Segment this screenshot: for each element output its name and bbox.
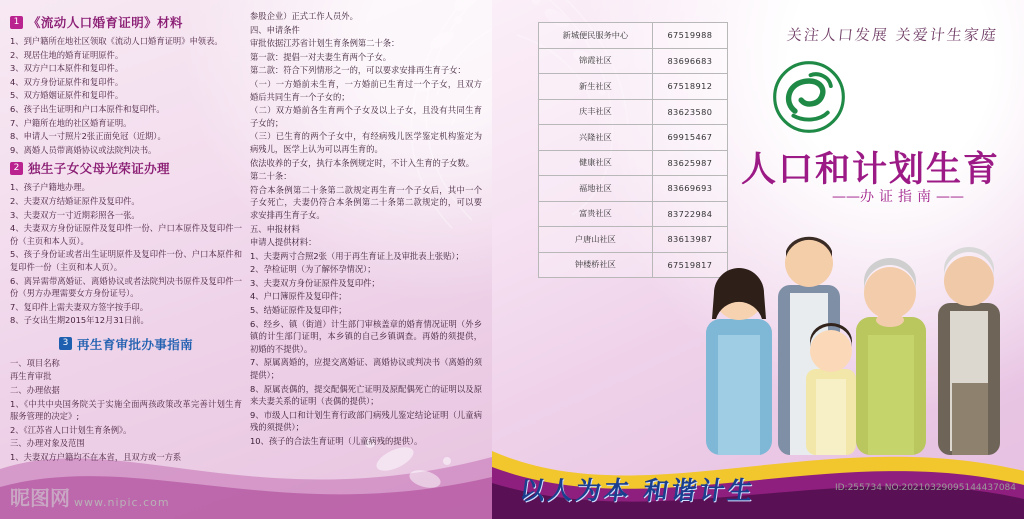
paragraph: 8、子女出生期2015年12月31日前。 bbox=[10, 315, 149, 326]
paragraph: 四、申请条件 bbox=[250, 24, 300, 35]
table-row bbox=[539, 48, 728, 74]
paragraph: 10、孩子的合法生育证明（儿童病残的提供）。 bbox=[250, 436, 423, 446]
paragraph: 1、到户籍所在地社区领取《流动人口婚育证明》申领表。 bbox=[10, 36, 223, 46]
paragraph: 申请人提供材料： bbox=[250, 237, 317, 248]
table-row bbox=[539, 99, 728, 125]
section-title-text: 独生子女父母光荣证办理 bbox=[28, 161, 170, 177]
paragraph: 二、办理依据 bbox=[10, 385, 60, 396]
paragraph: 2、《江苏省人口计划生育条例》。 bbox=[10, 424, 132, 435]
top-slogan: 关注人口发展 关爱计生家庭 bbox=[786, 26, 999, 44]
contact-name: 富贵社区 bbox=[539, 201, 653, 227]
paragraph: 第一款：提倡一对夫妻生育两个子女。 bbox=[250, 51, 392, 62]
contact-name: 健康社区 bbox=[539, 150, 653, 176]
contact-phone: 83625987 bbox=[652, 150, 727, 176]
paragraph: 9、离婚人员带离婚协议或法院判决书。 bbox=[10, 144, 157, 155]
section-title-text: 《流动人口婚育证明》材料 bbox=[28, 15, 183, 30]
paragraph: 1、夫妻双方户籍均不在本省，且双方或一方系 bbox=[10, 452, 182, 463]
contact-name: 福地社区 bbox=[539, 176, 653, 202]
paragraph: 4、户口簿原件及复印件； bbox=[250, 291, 347, 302]
paragraph: 3、夫妻双方身份证原件及复印件； bbox=[250, 277, 380, 288]
paragraph: 5、结婚证原件及复印件； bbox=[250, 305, 347, 316]
paragraph: 5、双方婚姻证原件和复印件。 bbox=[10, 90, 124, 101]
section-heading-1 bbox=[10, 13, 242, 31]
table-row bbox=[539, 150, 728, 176]
paragraph: 1、《中共中央国务院关于实施全面两孩政策改革完善计划生育服务管理的决定》; bbox=[10, 398, 242, 422]
contact-name: 户唐山社区 bbox=[539, 227, 653, 253]
contact-phone: 67519988 bbox=[652, 23, 727, 49]
section-heading-2 bbox=[10, 159, 242, 177]
paragraph: 第二款：符合下列情形之一的，可以要求安排再生育子女： bbox=[250, 65, 466, 76]
paragraph: 7、户籍所在地的社区婚育证明。 bbox=[10, 117, 132, 128]
paragraph: 4、夫妻双方身份证原件及复印件一份、户口本原件及复印件一份（主页和本人页）。 bbox=[10, 223, 242, 246]
paragraph: （一）一方婚前未生育，一方婚前已生育过一个子女，且双方婚后共同生育一个子女的； bbox=[250, 78, 482, 102]
left-column-2 bbox=[250, 10, 482, 465]
contact-phone: 83696683 bbox=[652, 48, 727, 74]
paragraph: 1、孩子户籍地办理。 bbox=[10, 182, 90, 193]
paragraph: 3、夫妻双方一寸近期彩照各一张。 bbox=[10, 209, 140, 220]
left-column-1 bbox=[10, 10, 242, 465]
family-planning-logo-icon bbox=[770, 58, 848, 136]
right-brochure-panel bbox=[492, 0, 1024, 519]
paragraph: 一、项目名称 bbox=[10, 357, 60, 368]
section-heading-3 bbox=[10, 335, 242, 353]
paragraph: 8、原属丧偶的，提交配偶死亡证明及原配偶死亡的证明以及原来夫妻关系的证明（丧偶的提供）； bbox=[250, 383, 482, 407]
paragraph: 7、复印件上需夫妻双方签字按手印。 bbox=[10, 301, 149, 312]
section-number-badge: 1 bbox=[10, 16, 23, 29]
watermark-logo: 昵图网 bbox=[10, 486, 70, 510]
paragraph: 9、市级人口和计划生育行政部门病残儿鉴定结论证明（儿童病残的须提供）； bbox=[250, 409, 482, 433]
paragraph: 三、办理对象及范围 bbox=[10, 438, 85, 449]
contact-name: 锦霞社区 bbox=[539, 48, 653, 74]
bottom-slogan: 以人为本 和谐计生 bbox=[517, 476, 758, 505]
paragraph: 4、双方身份证原件和复印件。 bbox=[10, 76, 124, 87]
contact-phone: 67518912 bbox=[652, 74, 727, 100]
contact-name: 新城便民服务中心 bbox=[539, 23, 653, 49]
watermark-text: www.nipic.com bbox=[74, 496, 170, 509]
paragraph: 审批依据江苏省计划生育条例第二十条： bbox=[250, 38, 400, 49]
contact-name: 钟楼桥社区 bbox=[539, 252, 653, 278]
paragraph: （三）已生育的两个子女中，有经病残儿医学鉴定机构鉴定为病残儿，医学上认为可以再生育的。 bbox=[250, 131, 482, 154]
contact-phone: 83623580 bbox=[652, 99, 727, 125]
watermark bbox=[10, 482, 170, 511]
paragraph: （二）双方婚前各生育两个子女及以上子女，且没有共同生育子女的； bbox=[250, 105, 482, 128]
paragraph: 依法收养的子女，执行本条例规定时，不计入生育的子女数。 bbox=[250, 157, 475, 168]
paragraph: 6、离异需带离婚证、离婚协议或者法院判决书原件及复印件一份（男方办理需要女方身份证号）。 bbox=[10, 275, 242, 299]
paragraph: 1、夫妻两寸合照2张（用于再生育证上及审批表上张贴）； bbox=[250, 250, 464, 261]
contact-phone: 83669693 bbox=[652, 176, 727, 202]
page-title: 人口和计划生育 bbox=[740, 149, 1000, 190]
left-brochure-panel bbox=[0, 0, 492, 519]
paragraph: 7、原属离婚的，应提交离婚证、离婚协议或判决书（离婚的须提供）； bbox=[250, 357, 482, 381]
paragraph: 符合本条例第二十条第二款规定再生育一个子女后，其中一个子女死亡，夫妻仍符合本条例第二十条第二款规定的，可以要求安排再生育子女。 bbox=[250, 184, 482, 220]
paragraph: 五、申报材料 bbox=[250, 223, 300, 234]
contact-phone: 69915467 bbox=[652, 125, 727, 151]
contact-name: 兴隆社区 bbox=[539, 125, 653, 151]
paragraph: 6、经乡、镇（街道）计生部门审核盖章的婚育情况证明（外乡镇的计生部门证明，本乡镇的自己乡镇调查。再婚的须提供，初婚的不提供）。 bbox=[250, 318, 482, 354]
paragraph: 6、孩子出生证明和户口本原件和复印件。 bbox=[10, 103, 165, 114]
section-number-badge: 3 bbox=[59, 337, 72, 350]
image-id-code: ID:255734 NO:20210329095144437084 bbox=[834, 483, 1016, 493]
table-row bbox=[539, 125, 728, 151]
section-title-text: 再生育审批办事指南 bbox=[76, 336, 194, 352]
section-number-badge: 2 bbox=[10, 162, 23, 175]
table-row bbox=[539, 74, 728, 100]
paragraph: 3、双方户口本原件和复印件。 bbox=[10, 63, 124, 74]
paragraph: 第二十条： bbox=[250, 171, 292, 182]
paragraph: 2、夫妻双方结婚证原件及复印件。 bbox=[10, 195, 140, 206]
paragraph: 2、现居住地的婚育证明原件。 bbox=[10, 49, 124, 60]
paragraph: 5、孩子身份证或者出生证明原件及复印件一份、户口本原件和复印件一份（主页和本人页）。 bbox=[10, 249, 242, 272]
paragraph: 8、申请人一寸照片2张正面免冠（近期）。 bbox=[10, 131, 166, 142]
contact-name: 庆丰社区 bbox=[539, 99, 653, 125]
paragraph: 参股企业）正式工作人员外。 bbox=[250, 11, 358, 21]
contact-name: 新生社区 bbox=[539, 74, 653, 100]
paragraph: 2、孕检证明（为了解怀孕情况）； bbox=[250, 264, 376, 275]
paragraph: 再生育审批 bbox=[10, 371, 52, 382]
table-row bbox=[539, 23, 728, 49]
